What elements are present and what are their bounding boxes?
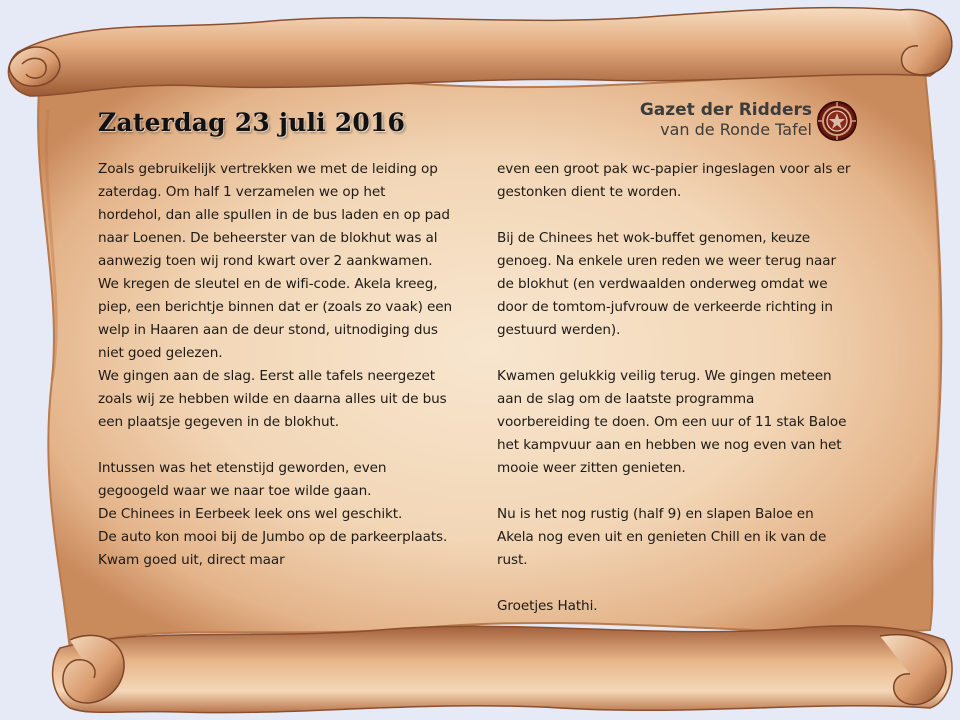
article-line: gestonken dient te worden.: [497, 184, 682, 200]
article-line: Zoals gebruikelijk vertrekken we met de leiding op: [98, 161, 438, 177]
article-line: Intussen was het etenstijd geworden, even: [98, 460, 387, 476]
logo-title: Gazet der Ridders: [639, 100, 812, 120]
article-line: zaterdag. Om half 1 verzamelen we op het: [98, 184, 386, 200]
paragraph-gap: [98, 434, 470, 457]
article-line: Nu is het nog rustig (half 9) en slapen Baloe en: [497, 506, 814, 522]
round-table-emblem-icon: [816, 100, 858, 142]
article-line: een plaatsje gegeven in de blokhut.: [98, 414, 339, 430]
article-line: Kwamen gelukkig veilig terug. We gingen meteen: [497, 368, 832, 384]
article-line: genoeg. Na enkele uren reden we weer terug naar: [497, 253, 836, 269]
article-line: rust.: [497, 552, 528, 568]
article-column-left: [98, 158, 470, 572]
logo-subtitle: van de Ronde Tafel: [660, 120, 812, 139]
article-line: Akela nog even uit en genieten Chill en ik van de: [497, 529, 827, 545]
article-line: Bij de Chinees het wok-buffet genomen, keuze: [497, 230, 811, 246]
article-line: Kwam goed uit, direct maar: [98, 552, 285, 568]
gazette-logo: [640, 100, 860, 144]
article-line: De Chinees in Eerbeek leek ons wel geschikt.: [98, 506, 403, 522]
article-line: gestuurd werden).: [497, 322, 621, 338]
article-line: even een groot pak wc-papier ingeslagen voor als er: [497, 161, 851, 177]
article-line: aanwezig toen wij rond kwart over 2 aankwamen.: [98, 253, 433, 269]
article-line: piep, een berichtje binnen dat er (zoals zo vaak) een: [98, 299, 453, 315]
article-line: mooie weer zitten genieten.: [497, 460, 686, 476]
article-line: welp in Haaren aan de deur stond, uitnodiging dus: [98, 322, 438, 338]
bottom-roll: [53, 626, 952, 713]
paragraph-gap: [497, 204, 869, 227]
article-line: naar Loenen. De beheerster van de blokhut was al: [98, 230, 438, 246]
article-line: zoals wij ze hebben wilde en daarna alles uit de bus: [98, 391, 447, 407]
page-title: Zaterdag 23 juli 2016: [98, 108, 406, 137]
article-line: voorbereiding te doen. Om een uur of 11 stak Baloe: [497, 414, 847, 430]
paragraph-gap: [497, 480, 869, 503]
article-line: de blokhut (en verdwaalden onderweg omdat we: [497, 276, 828, 292]
article-line: het kampvuur aan en hebben we nog even van het: [497, 437, 842, 453]
article-line: hordehol, dan alle spullen in de bus laden en op pad: [98, 207, 450, 223]
article-line: aan de slag om de laatste programma: [497, 391, 755, 407]
article-line: De auto kon mooi bij de Jumbo op de parkeerplaats.: [98, 529, 448, 545]
article-line: door de tomtom-jufvrouw de verkeerde richting in: [497, 299, 833, 315]
article-column-right: [497, 158, 869, 618]
article-line: Groetjes Hathi.: [497, 598, 598, 614]
article-line: gegoogeld waar we naar toe wilde gaan.: [98, 483, 372, 499]
article-line: We gingen aan de slag. Eerst alle tafels neergezet: [98, 368, 435, 384]
article-line: niet goed gelezen.: [98, 345, 223, 361]
paragraph-gap: [497, 572, 869, 595]
article-line: We kregen de sleutel en de wifi-code. Akela kreeg,: [98, 276, 438, 292]
paragraph-gap: [497, 342, 869, 365]
